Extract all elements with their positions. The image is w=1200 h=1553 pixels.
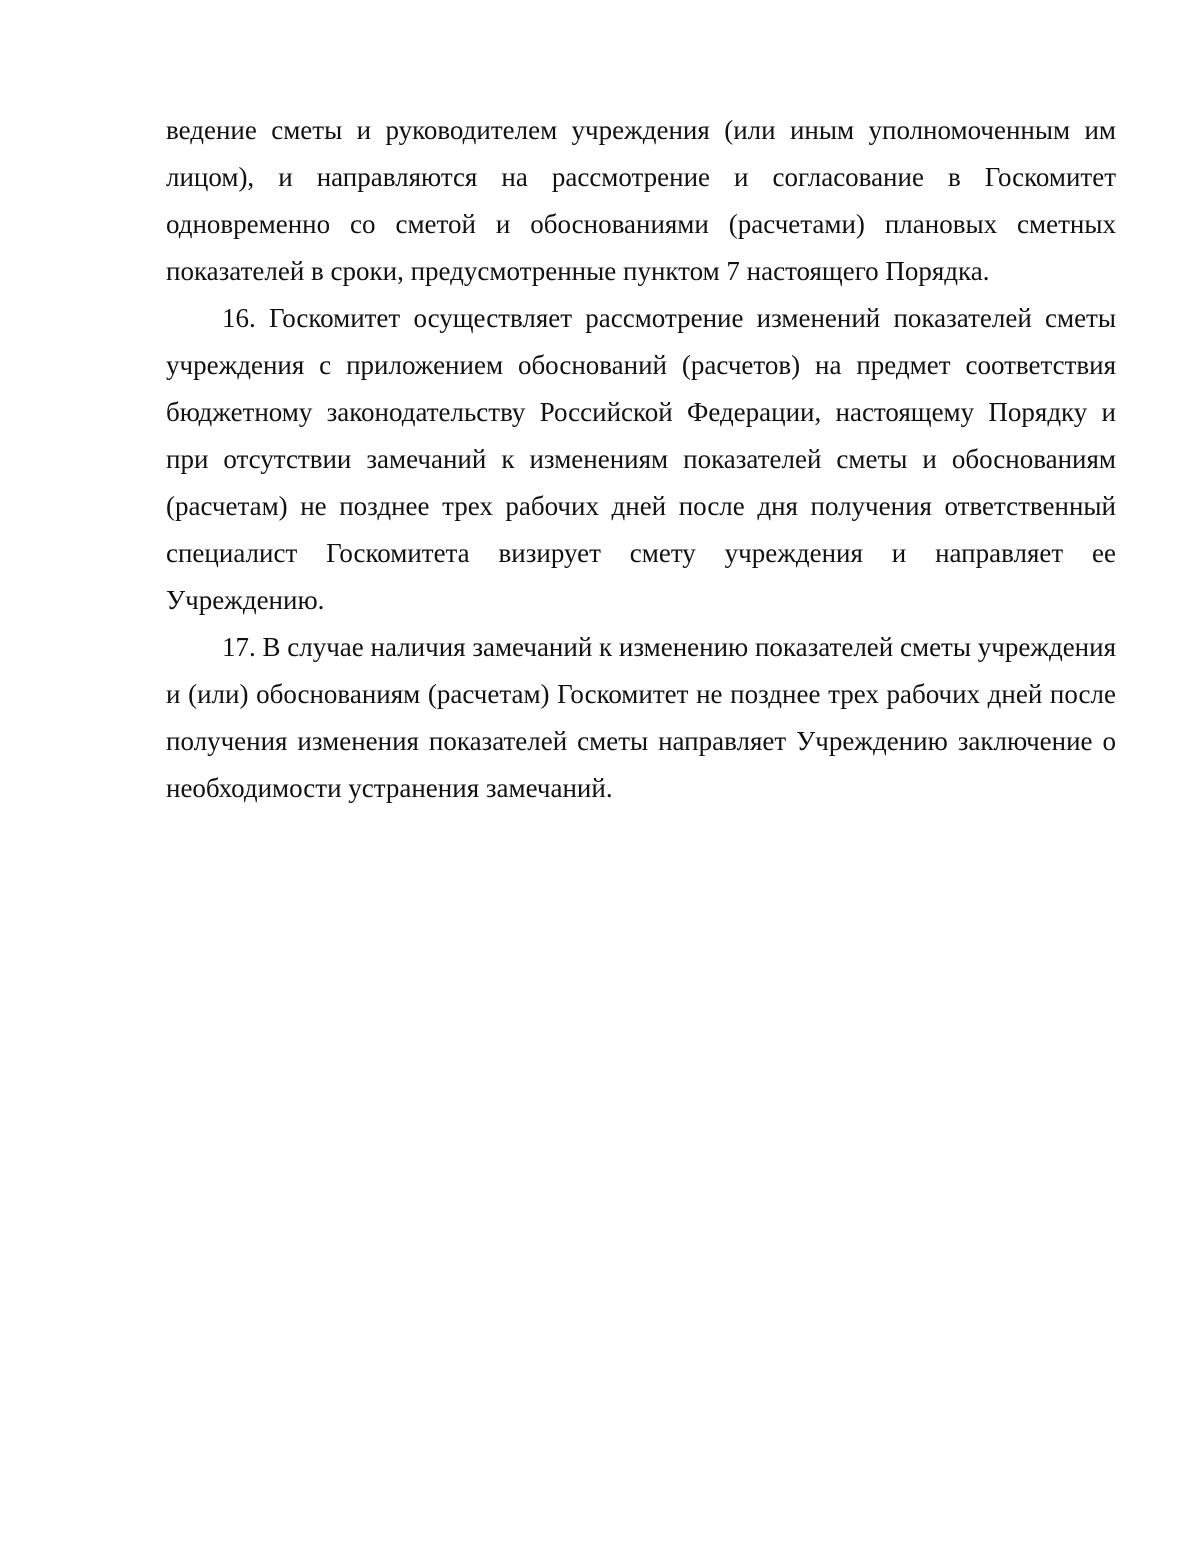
paragraph-16: 16. Госкомитет осуществляет рассмотрение изменений показателей сметы учреждения с приложением обоснований (расчетов) на предмет соответствия бюджетному законодательству Российской Федерации, настоящему Порядку и при отсутствии замечаний к изменениям показателей сметы и обоснованиям (расчетам) не позднее трех рабочих дней после дня получения ответственный специалист Госкомитета визирует смету учреждения и направляет ее Учреждению. xyxy=(166,303,1116,615)
document-body xyxy=(166,107,1116,812)
paragraph-continuation: ведение сметы и руководителем учреждения (или иным уполномоченным им лицом), и направляются на рассмотрение и согласование в Госкомитет одновременно со сметой и обоснованиями (расчетами) плановых сметных показателей в сроки, предусмотренные пунктом 7 настоящего Порядка. xyxy=(166,115,1116,286)
paragraph-17: 17. В случае наличия замечаний к изменению показателей сметы учреждения и (или) обоснованиям (расчетам) Госкомитет не позднее трех рабочих дней после получения изменения показателей сметы направляет Учреждению заключение о необходимости устранения замечаний. xyxy=(166,632,1116,803)
